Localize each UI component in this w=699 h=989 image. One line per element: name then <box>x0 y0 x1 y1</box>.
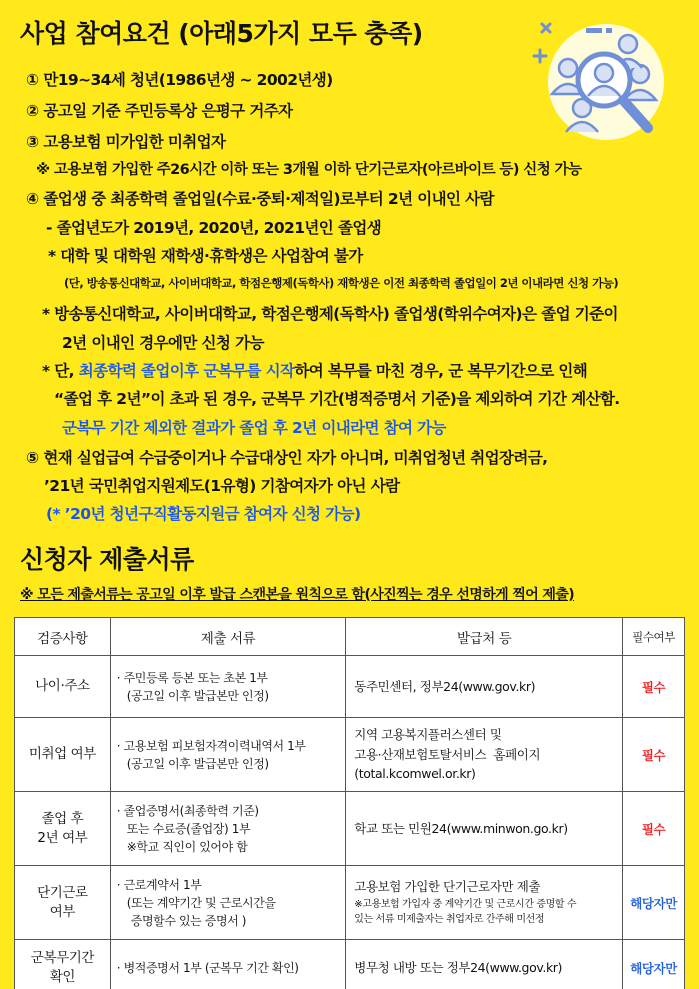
header-docs: 제출 서류 <box>110 618 346 656</box>
docs-line: · 졸업증명서(최종학력 기준) <box>116 803 259 818</box>
requirement-age: ① 만19~34세 청년(1986년생 ~ 2002년생) <box>26 71 333 89</box>
issuer-line: 고용·산재보험토탈서비스 홈페이지 <box>354 746 541 762</box>
check-cell <box>15 866 111 940</box>
check-cell <box>15 656 111 718</box>
documents-title: 신청자 제출서류 <box>20 545 194 574</box>
requirement-unemployed: ③ 고용보험 미가입한 미취업자 <box>26 133 226 151</box>
requirement-residence: ② 공고일 기준 주민등록상 은평구 거주자 <box>26 102 293 120</box>
documents-table <box>14 617 685 989</box>
requirement-military-result: 군복무 기간 제외한 결과가 졸업 후 2년 이내라면 참여 가능 <box>62 419 446 437</box>
issuer-cell <box>346 940 623 989</box>
table-row <box>15 866 685 940</box>
page-title: 사업 참여요건 (아래5가지 모두 충족) <box>20 19 423 48</box>
requirement-graduation: ④ 졸업생 중 최종학력 졸업일(수료·중퇴·제적일)로부터 2년 이내인 사람 <box>26 190 494 208</box>
check-line: 2년 여부 <box>37 829 88 846</box>
docs-line: (또는 계약기간 및 근로시간을 <box>126 895 276 910</box>
issuer-line: 학교 또는 민원24(www.minwon.go.kr) <box>354 820 568 836</box>
issuer-cell <box>346 866 623 940</box>
requirement-military-cont: “졸업 후 2년”이 초과 된 경우, 군복무 기간(병적증명서 기준)을 제외하여 기간 계산함. <box>54 390 620 408</box>
issuer-line: ※고용보험 가입자 중 계약기간 및 근로시간 증명할 수 <box>354 898 577 910</box>
required-badge: 해당자만 <box>623 940 685 989</box>
issuer-cell <box>346 718 623 792</box>
requirement-military-suffix: 하여 복무를 마친 경우, 군 복무기간으로 인해 <box>294 362 588 380</box>
requirement-online-univ-cont: 2년 이내인 경우에만 신청 가능 <box>62 334 264 352</box>
header-issuer: 발급처 등 <box>346 618 623 656</box>
requirement-no-benefits-cont: ’21년 국민취업지원제도(1유형) 기참여자가 아닌 사람 <box>44 477 400 495</box>
header-required: 필수여부 <box>623 618 685 656</box>
docs-line: 또는 수료증(졸업장) 1부 <box>126 821 251 836</box>
issuer-cell <box>346 656 623 718</box>
required-badge: 필수 <box>623 792 685 866</box>
docs-cell <box>110 940 346 989</box>
requirement-online-univ: * 방송통신대학교, 사이버대학교, 학점은행제(독학사) 졸업생(학위수여자)은 졸업 기준이 <box>42 305 618 323</box>
issuer-line: 지역 고용복지플러스센터 및 <box>354 727 502 743</box>
check-line: 여부 <box>49 903 76 920</box>
docs-line: · 병적증명서 1부 (군복무 기간 확인) <box>116 960 299 975</box>
docs-line: (공고일 이후 발급본만 인정) <box>126 688 269 703</box>
requirement-military <box>42 359 587 381</box>
docs-line: 증명할수 있는 증명서 ) <box>130 913 247 928</box>
required-badge: 필수 <box>623 656 685 718</box>
check-line: 나이·주소 <box>35 678 90 695</box>
issuer-line: 동주민센터, 정부24(www.gov.kr) <box>354 678 536 694</box>
table-row <box>15 792 685 866</box>
docs-cell <box>110 656 346 718</box>
docs-cell <box>110 718 346 792</box>
table-header-row <box>15 618 685 656</box>
docs-line: · 주민등록 등본 또는 초본 1부 <box>116 670 268 685</box>
required-badge: 해당자만 <box>623 866 685 940</box>
issuer-line: 고용보험 가입한 단기근로자만 제출 <box>354 879 541 895</box>
docs-line: · 근로계약서 1부 <box>116 877 202 892</box>
table-row <box>15 718 685 792</box>
requirement-students-excluded: * 대학 및 대학원 재학생·휴학생은 사업참여 불가 <box>48 247 363 265</box>
docs-cell <box>110 792 346 866</box>
check-line: 단기근로 <box>37 884 88 901</box>
check-line: 군복무기간 <box>30 949 94 966</box>
docs-cell <box>110 866 346 940</box>
issuer-line: 병무청 내방 또는 정부24(www.gov.kr) <box>354 959 562 975</box>
requirement-military-highlight: 최종학력 졸업이후 군복무를 시작 <box>78 362 295 380</box>
issuer-line: 있는 서류 미제출자는 취업자로 간주해 미선정 <box>354 914 545 926</box>
table-row <box>15 940 685 989</box>
check-cell <box>15 718 111 792</box>
requirement-benefits-exception: (* ’20년 청년구직활동지원금 참여자 신청 가능) <box>46 505 361 523</box>
docs-line: ※학교 직인이 있어야 함 <box>126 839 248 854</box>
table-row <box>15 656 685 718</box>
required-badge: 필수 <box>623 718 685 792</box>
people-search-icon <box>528 10 668 150</box>
requirement-graduation-years: - 졸업년도가 2019년, 2020년, 2021년인 졸업생 <box>46 219 382 237</box>
check-cell <box>15 940 111 989</box>
docs-line: · 고용보험 피보험자격이력내역서 1부 <box>116 738 306 753</box>
header-check: 검증사항 <box>15 618 111 656</box>
requirement-students-exception: (단, 방송통신대학교, 사이버대학교, 학점은행제(독학사) 재학생은 이전 최종학력 졸업일이 2년 이내라면 신청 가능) <box>64 276 619 290</box>
requirement-unemployed-note: ※ 고용보험 가입한 주26시간 이하 또는 3개월 이하 단기근로자(아르바이트 등) 신청 가능 <box>36 162 582 178</box>
check-line: 졸업 후 <box>41 810 84 827</box>
check-line: 미취업 여부 <box>28 746 96 763</box>
check-line: 확인 <box>49 968 76 985</box>
issuer-cell <box>346 792 623 866</box>
requirement-no-benefits: ⑤ 현재 실업급여 수급중이거나 수급대상인 자가 아니며, 미취업청년 취업장려금, <box>26 449 548 467</box>
docs-line: (공고일 이후 발급본만 인정) <box>126 756 269 771</box>
issuer-line: (total.kcomwel.or.kr) <box>354 766 476 782</box>
requirement-military-prefix: * 단, <box>42 362 79 380</box>
documents-note: ※ 모든 제출서류는 공고일 이후 발급 스캔본을 원칙으로 함(사진찍는 경우 선명하게 찍어 제출) <box>20 587 575 603</box>
check-cell <box>15 792 111 866</box>
